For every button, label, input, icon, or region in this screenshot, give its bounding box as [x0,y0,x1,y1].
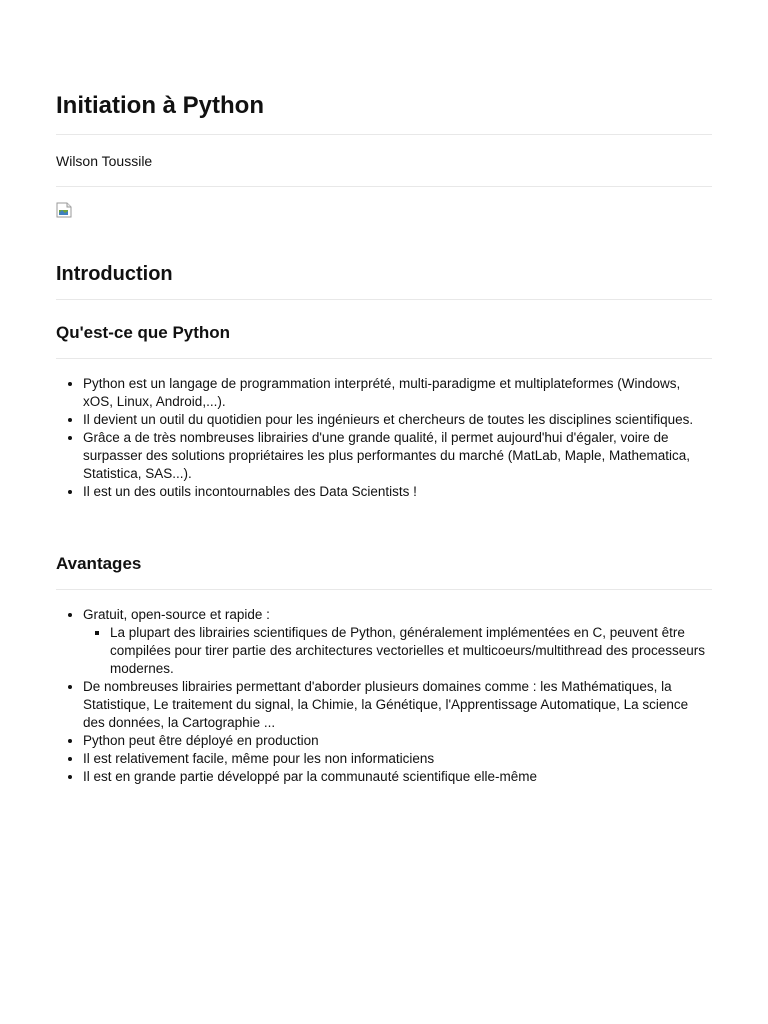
title-divider [56,134,712,135]
document-author: Wilson Toussile [56,153,153,169]
advantages-list [56,606,712,786]
list-item: Il devient un outil du quotidien pour les ingénieurs et chercheurs de toutes les disciplines scientifiques. [56,411,712,429]
list-item: Python peut être déployé en production [56,732,712,750]
list-item: De nombreuses librairies permettant d'aborder plusieurs domaines comme : les Mathématiques, la Statistique, Le traitement du signal, la Chimie, la Génétique, l'Apprentissage Automatique, La science des données, la Cartographie ... [56,678,712,732]
author-divider [56,186,712,187]
list-item: Il est un des outils incontournables des Data Scientists ! [56,483,712,501]
introduction-divider [56,299,712,300]
list-item [56,606,712,678]
list-item-text: Gratuit, open-source et rapide : [83,607,270,622]
advantages-divider [56,589,712,590]
introduction-heading: Introduction [56,263,173,285]
document-title: Initiation à Python [56,92,264,119]
what-is-python-divider [56,358,712,359]
broken-image-icon [56,202,72,218]
list-item: Il est en grande partie développé par la communauté scientifique elle-même [56,768,712,786]
sublist-item: La plupart des librairies scientifiques de Python, généralement implémentées en C, peuvent être compilées pour tirer partie des architectures vectorielles et multicoeurs/multithread des processeurs modernes. [83,624,712,678]
what-is-python-list [56,375,712,501]
what-is-python-heading: Qu'est-ce que Python [56,323,231,342]
list-item: Grâce a de très nombreuses librairies d'une grande qualité, il permet aujourd'hui d'égaler, voire de surpasser des solutions propriétaires les plus performantes du marché (MatLab, Maple, Mathematica, Statistica, SAS...). [56,429,712,483]
list-item: Python est un langage de programmation interprété, multi-paradigme et multiplateformes (Windows, xOS, Linux, Android,...). [56,375,712,411]
advantages-heading: Avantages [56,554,142,573]
advantages-sublist [83,624,712,678]
list-item: Il est relativement facile, même pour les non informaticiens [56,750,712,768]
